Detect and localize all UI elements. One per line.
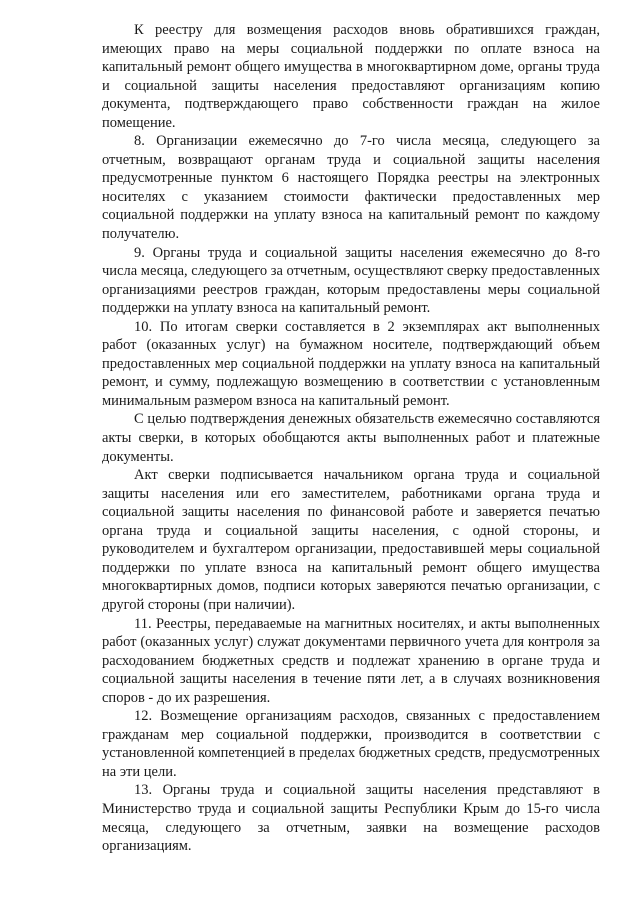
paragraph-6: Акт сверки подписывается начальником органа труда и социальной защиты населения или его заместителем, работниками органа труда и социальной защиты населения по финансовой работе и заверяется печатью органа труда и социальной защиты населения, с одной стороны, и руководителем и бухгалтером организации, предоставившей меры социальной поддержки по уплате взноса на капитальный ремонт общего имущества многоквартирных домов, подписи которых заверяются печатью организации, с другой стороны (при наличии). (102, 467, 600, 613)
paragraph-3: 9. Органы труда и социальной защиты населения ежемесячно до 8-го числа месяца, следующего за отчетным, осуществляют сверку предоставленных организациями реестров граждан, которым предоставлены меры социальной поддержки на уплату взноса на капитальный ремонт. (102, 244, 600, 317)
paragraph-7: 11. Реестры, передаваемые на магнитных носителях, и акты выполненных работ (оказанных услуг) служат документами первичного учета для контроля за расходованием бюджетных средств и подлежат хранению в органе труда и социальной защиты населения в течение пяти лет, а в случаях возникновения споров - до их разрешения. (102, 615, 600, 706)
paragraph-2: 8. Организации ежемесячно до 7-го числа месяца, следующего за отчетным, возвращают органам труда и социальной защиты населения предусмотренные пунктом 6 настоящего Порядка реестры на электронных носителях с указанием стоимости фактически предоставленных мер социальной поддержки на уплату взноса на капитальный ремонт по каждому получателю. (102, 133, 600, 243)
paragraph-8: 12. Возмещение организациям расходов, связанных с предоставлением гражданам мер социальной поддержки, производится в соответствии с установленной компетенцией в пределах бюджетных средств, предусмотренных на эти цели. (102, 708, 601, 780)
document-page (102, 21, 600, 856)
paragraph-5: С целью подтверждения денежных обязательств ежемесячно составляются акты сверки, в которых обобщаются акты выполненных работ и платежные документы. (102, 411, 600, 465)
paragraph-1: К реестру для возмещения расходов вновь обратившихся граждан, имеющих право на меры социальной поддержки по оплате взноса на капитальный ремонт общего имущества в многоквартирном доме, органы труда и социальной защиты населения предоставляют организациям копию документа, подтверждающего право собственности граждан на жилое помещение. (102, 22, 600, 131)
paragraph-4: 10. По итогам сверки составляется в 2 экземплярах акт выполненных работ (оказанных услуг) на бумажном носителе, подтверждающий объем предоставленных мер социальной поддержки на уплату взноса на капитальный ремонт, и сумму, подлежащую возмещению в соответствии с установленным минимальным размером взноса на капитальный ремонт. (102, 318, 600, 409)
paragraph-9: 13. Органы труда и социальной защиты населения представляют в Министерство труда и социальной защиты Республики Крым до 15-го числа месяца, следующего за отчетным, заявки на возмещение расходов организациям. (102, 782, 600, 855)
